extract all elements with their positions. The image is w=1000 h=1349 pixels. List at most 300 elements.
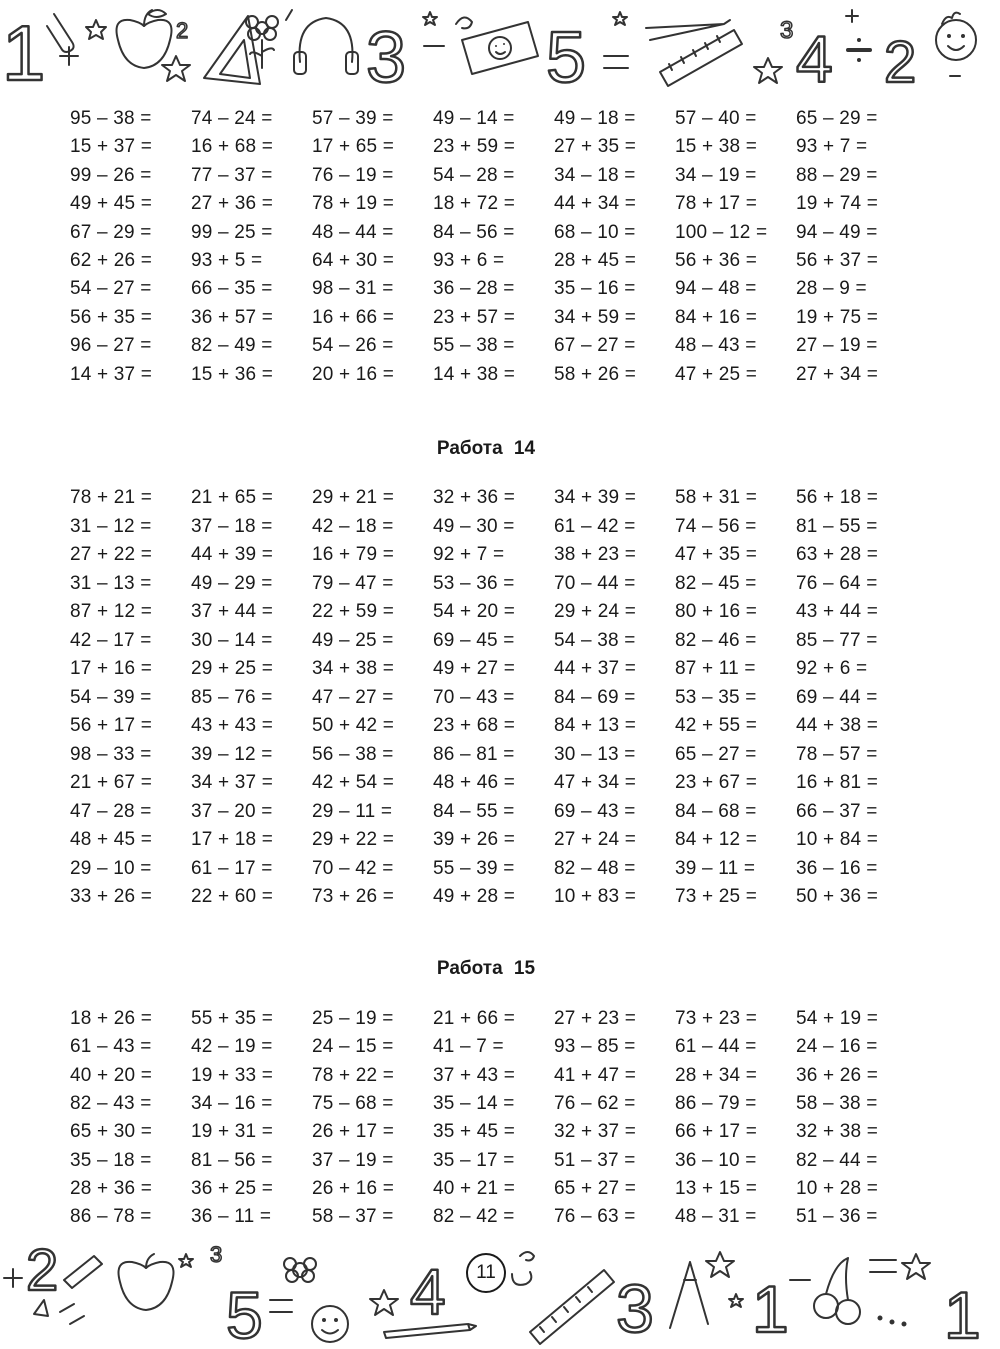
exercise: 31 – 12 = (70, 515, 152, 537)
exercise: 39 – 11 = (675, 857, 756, 879)
exercise: 65 + 30 = (70, 1121, 153, 1143)
exercise: 28 + 34 = (675, 1064, 758, 1086)
exercise: 49 + 45 = (70, 193, 153, 215)
exercise: 74 – 56 = (675, 515, 757, 537)
exercise: 34 + 37 = (191, 772, 274, 793)
exercise: 13 + 15 = (675, 1177, 758, 1199)
exercise-row (0, 741, 1000, 769)
exercise: 39 + 26 = (433, 829, 516, 850)
exercise: 31 – 13 = (70, 572, 152, 594)
exercise: 28 + 36 = (70, 1177, 153, 1199)
exercise: 84 – 56 = (433, 221, 515, 243)
exercise: 48 + 45 = (70, 829, 153, 850)
exercise: 78 + 17 = (675, 193, 758, 215)
exercise: 32 + 36 = (433, 487, 516, 508)
exercise: 32 + 37 = (554, 1121, 637, 1143)
exercise-row (0, 275, 1000, 303)
exercise: 51 – 36 = (796, 1206, 878, 1228)
exercise-row (0, 798, 1000, 826)
compass-icon (670, 1262, 708, 1328)
exercise: 55 – 38 = (433, 335, 515, 357)
doodle-digit-5: 5 (226, 1278, 263, 1349)
exercise: 69 – 45 = (433, 629, 515, 651)
doodle-digit-3-small: 3 (210, 1242, 223, 1267)
star-icon (86, 20, 106, 39)
exercise-row (0, 513, 1000, 541)
exercise: 28 + 45 = (554, 250, 637, 271)
exercise: 24 – 16 = (796, 1036, 878, 1058)
exercise: 82 – 48 = (554, 857, 636, 879)
exercise: 15 + 36 = (191, 363, 274, 385)
exercise: 49 + 27 = (433, 658, 516, 679)
exercise: 79 – 47 = (312, 572, 394, 594)
exercise: 58 + 26 = (554, 363, 637, 385)
doodle-digit-3: 3 (616, 1271, 654, 1347)
exercise-row (0, 1005, 1000, 1033)
doodle-digit-2: 2 (176, 18, 189, 43)
exercise: 93 + 6 = (433, 250, 505, 271)
exercise: 61 – 42 = (554, 515, 636, 537)
exercise-row (0, 598, 1000, 626)
exercise: 47 + 25 = (675, 363, 758, 385)
exercise: 21 + 67 = (70, 772, 153, 793)
exercise: 93 + 7 = (796, 136, 868, 158)
exercise: 76 – 19 = (312, 164, 394, 186)
dots-icon (880, 1318, 904, 1324)
exercise: 87 + 11 = (675, 658, 756, 679)
exercise: 22 + 60 = (191, 886, 274, 907)
exercise: 42 – 19 = (191, 1036, 273, 1058)
flower-icon (284, 1258, 316, 1282)
exercise: 77 – 37 = (191, 164, 273, 186)
exercise: 18 + 26 = (70, 1008, 153, 1029)
exercise: 25 – 19 = (312, 1008, 394, 1029)
exercise: 84 – 55 = (433, 800, 515, 822)
exercise: 19 + 33 = (191, 1064, 274, 1086)
star-icon (706, 1252, 734, 1277)
ruler-icon (64, 1256, 102, 1288)
exercise: 58 + 31 = (675, 487, 758, 508)
exercise: 84 – 68 = (675, 800, 757, 822)
exercise: 69 – 43 = (554, 800, 636, 822)
exercise: 73 + 25 = (675, 886, 758, 907)
exercise: 47 + 34 = (554, 772, 637, 793)
banknote-icon (462, 22, 538, 74)
kid-face-icon (312, 1306, 348, 1342)
exercise: 35 – 17 = (433, 1149, 515, 1171)
exercise: 19 + 31 = (191, 1121, 274, 1143)
exercise: 16 + 81 = (796, 772, 879, 793)
exercise: 19 + 74 = (796, 193, 879, 215)
exercise: 78 + 22 = (312, 1064, 395, 1086)
exercise: 92 + 7 = (433, 544, 505, 565)
exercise-row (0, 247, 1000, 275)
exercise: 35 + 45 = (433, 1121, 516, 1143)
doodle-digit-4: 4 (796, 22, 833, 95)
divide-icon (60, 1304, 84, 1324)
exercise: 43 + 44 = (796, 601, 879, 622)
exercise: 16 + 66 = (312, 306, 395, 328)
exercise: 48 – 31 = (675, 1206, 757, 1228)
exercise-row (0, 1118, 1000, 1146)
exercise: 81 – 55 = (796, 515, 878, 537)
exercise: 34 + 39 = (554, 487, 637, 508)
exercise: 29 – 11 = (312, 800, 393, 822)
exercise: 50 + 36 = (796, 886, 879, 907)
section-title: Работа 15 (436, 958, 536, 979)
exercise: 58 – 38 = (796, 1092, 878, 1114)
exercise: 87 + 12 = (70, 601, 153, 622)
exercise: 28 – 9 = (796, 278, 867, 300)
exercise: 36 – 16 = (796, 857, 878, 879)
exercise: 62 + 26 = (70, 250, 153, 271)
exercise: 29 – 10 = (70, 857, 152, 879)
exercise-row (0, 162, 1000, 190)
exercise: 66 – 35 = (191, 278, 273, 300)
exercise-row (0, 332, 1000, 360)
exercise: 22 + 59 = (312, 601, 395, 622)
exercise: 19 + 75 = (796, 306, 879, 328)
exercise: 92 + 6 = (796, 658, 868, 679)
exercise-row (0, 361, 1000, 389)
exercise: 53 – 36 = (433, 572, 515, 594)
exercise: 54 – 28 = (433, 164, 515, 186)
exercise-row (0, 627, 1000, 655)
exercise: 34 – 19 = (675, 164, 757, 186)
apple-icon (119, 1254, 174, 1310)
exercise-row (0, 655, 1000, 683)
exercise: 37 + 43 = (433, 1064, 516, 1086)
exercise: 27 – 19 = (796, 335, 878, 357)
doodle-digit-4: 4 (410, 1256, 446, 1328)
ruler-icon (530, 1270, 614, 1344)
star-icon (423, 12, 437, 25)
exercise-row (0, 541, 1000, 569)
exercise: 23 + 68 = (433, 715, 516, 736)
exercise: 61 – 44 = (675, 1036, 757, 1058)
exercise: 82 – 46 = (675, 629, 757, 651)
plus-icon (4, 1269, 22, 1287)
section-title: Работа 14 (436, 438, 536, 459)
exercise: 56 + 18 = (796, 487, 879, 508)
exercise: 24 – 15 = (312, 1036, 394, 1058)
doodle-digit-3-small: 3 (780, 17, 794, 44)
exercise: 49 + 28 = (433, 886, 516, 907)
exercise: 36 – 10 = (675, 1149, 757, 1171)
exercise: 82 – 45 = (675, 572, 757, 594)
doodle-digit-1: 1 (752, 1272, 789, 1346)
exercise: 76 – 62 = (554, 1092, 636, 1114)
exercise: 94 – 49 = (796, 221, 878, 243)
exercise: 84 + 16 = (675, 306, 758, 328)
ruler-icon (660, 30, 742, 86)
exercise-row (0, 1203, 1000, 1231)
exercise: 34 – 16 = (191, 1092, 273, 1114)
exercise: 56 – 38 = (312, 743, 394, 765)
exercise: 15 + 37 = (70, 136, 153, 158)
exercise: 85 – 76 = (191, 686, 273, 708)
exercise: 55 – 39 = (433, 857, 515, 879)
exercise: 10 + 83 = (554, 886, 637, 907)
equals-icon (870, 1260, 896, 1272)
exercise: 34 + 59 = (554, 306, 637, 328)
star-icon (179, 1254, 193, 1267)
exercise: 36 + 57 = (191, 306, 274, 328)
exercise: 75 – 68 = (312, 1092, 394, 1114)
exercise: 49 – 14 = (433, 108, 515, 129)
exercise-row (0, 190, 1000, 218)
exercise: 30 – 13 = (554, 743, 636, 765)
exercise: 44 + 37 = (554, 658, 637, 679)
exercise: 65 – 29 = (796, 108, 878, 129)
exercise: 42 – 17 = (70, 629, 152, 651)
exercise: 54 – 26 = (312, 335, 394, 357)
exercise: 16 + 68 = (191, 136, 274, 158)
exercise: 27 + 35 = (554, 136, 637, 158)
exercise: 23 + 57 = (433, 306, 516, 328)
exercise: 82 – 44 = (796, 1149, 878, 1171)
exercise: 26 + 17 = (312, 1121, 395, 1143)
exercise: 35 – 14 = (433, 1092, 515, 1114)
exercise: 39 – 12 = (191, 743, 273, 765)
exercise: 78 – 57 = (796, 743, 878, 765)
exercise: 21 + 65 = (191, 487, 274, 508)
exercise: 86 – 81 = (433, 743, 515, 765)
exercise: 36 – 11 = (191, 1206, 272, 1228)
exercise: 56 + 35 = (70, 306, 153, 328)
exercise: 96 – 27 = (70, 335, 152, 357)
star-icon (729, 1294, 743, 1307)
exercise-row (0, 1147, 1000, 1175)
headphones-icon (294, 18, 358, 74)
exercise-row (0, 484, 1000, 512)
exercise: 16 + 79 = (312, 544, 395, 565)
top-doodle-banner (0, 0, 1000, 95)
doodle-digit-2: 2 (26, 1238, 59, 1303)
exercise: 56 + 36 = (675, 250, 758, 271)
exercise: 37 – 20 = (191, 800, 273, 822)
exercise: 98 – 31 = (312, 278, 394, 300)
exercise: 47 – 27 = (312, 686, 394, 708)
exercise-row (0, 826, 1000, 854)
exercise: 73 + 26 = (312, 886, 395, 907)
exercise: 48 – 43 = (675, 335, 757, 357)
exercise: 49 – 30 = (433, 515, 515, 537)
exercise: 61 – 43 = (70, 1036, 152, 1058)
star-icon (162, 56, 190, 81)
exercise: 93 – 85 = (554, 1036, 636, 1058)
curl-icon (456, 17, 472, 28)
doodle-digit-1: 1 (2, 9, 46, 95)
exercise: 41 – 7 = (433, 1036, 504, 1058)
exercise: 18 + 72 = (433, 193, 516, 215)
exercise: 67 – 29 = (70, 221, 152, 243)
exercise: 27 + 24 = (554, 829, 637, 850)
exercise: 34 – 18 = (554, 164, 636, 186)
doodle-digit-3: 3 (366, 18, 407, 95)
exercise: 70 – 44 = (554, 572, 636, 594)
exercise: 84 – 69 = (554, 686, 636, 708)
exercise: 41 + 47 = (554, 1064, 637, 1086)
exercise: 44 + 34 = (554, 193, 637, 215)
exercise: 17 + 16 = (70, 658, 153, 679)
exercise: 42 – 18 = (312, 515, 394, 537)
exercise: 76 – 64 = (796, 572, 878, 594)
exercise: 57 – 39 = (312, 108, 394, 129)
page-number: 11 (466, 1253, 506, 1293)
exercise: 66 + 17 = (675, 1121, 758, 1143)
exercise: 27 + 34 = (796, 363, 879, 385)
exercise: 17 + 65 = (312, 136, 395, 158)
exercise-row (0, 133, 1000, 161)
exercise: 17 + 18 = (191, 829, 274, 850)
exercise: 36 + 26 = (796, 1064, 879, 1086)
exercise: 69 – 44 = (796, 686, 878, 708)
exercise: 98 – 33 = (70, 743, 152, 765)
exercise: 49 – 25 = (312, 629, 394, 651)
exercise-row (0, 1033, 1000, 1061)
doodle-digit-5: 5 (546, 18, 587, 95)
exercise: 32 + 38 = (796, 1121, 879, 1143)
exercise: 47 + 35 = (675, 544, 758, 565)
exercise: 14 + 37 = (70, 363, 153, 385)
triangle-ruler-icon (204, 16, 260, 84)
exercise: 58 – 37 = (312, 1206, 394, 1228)
exercise: 100 – 12 = (675, 221, 768, 243)
exercise: 64 + 30 = (312, 250, 395, 271)
exercise: 54 – 39 = (70, 686, 152, 708)
doodle-digit-2: 2 (884, 30, 917, 95)
equals-icon (270, 1300, 292, 1312)
star-icon (370, 1290, 398, 1315)
exercise: 36 + 25 = (191, 1177, 274, 1199)
exercise: 44 + 39 = (191, 544, 274, 565)
exercise: 23 + 67 = (675, 772, 758, 793)
flower-icon (246, 16, 278, 68)
exercise: 37 – 18 = (191, 515, 273, 537)
star-icon (754, 58, 782, 83)
exercise: 66 – 37 = (796, 800, 878, 822)
exercise: 29 + 24 = (554, 601, 637, 622)
doodle-digit-1: 1 (944, 1278, 981, 1349)
exercise: 29 + 21 = (312, 487, 395, 508)
exercise: 53 – 35 = (675, 686, 757, 708)
exercise-row (0, 105, 1000, 133)
exercise: 54 – 27 = (70, 278, 152, 300)
exercise: 84 + 12 = (675, 829, 758, 850)
exercise: 94 – 48 = (675, 278, 757, 300)
exercise: 54 + 19 = (796, 1008, 879, 1029)
exercise: 51 – 37 = (554, 1149, 636, 1171)
exercise-row (0, 219, 1000, 247)
exercise: 35 – 18 = (70, 1149, 152, 1171)
exercise: 27 + 36 = (191, 193, 274, 215)
exercise-row (0, 304, 1000, 332)
exercise-row (0, 883, 1000, 911)
exercise: 54 – 38 = (554, 629, 636, 651)
exercise: 95 – 38 = (70, 108, 152, 129)
exercise: 88 – 29 = (796, 164, 878, 186)
divide-icon (848, 40, 870, 60)
plus-icon (846, 10, 858, 22)
exercise-row (0, 1175, 1000, 1203)
exercise: 56 + 17 = (70, 715, 153, 736)
exercise: 42 + 55 = (675, 715, 758, 736)
exercise: 37 – 19 = (312, 1149, 394, 1171)
star-icon (902, 1254, 930, 1279)
slash-icon (286, 10, 292, 20)
exercise: 85 – 77 = (796, 629, 878, 651)
exercise: 78 + 19 = (312, 193, 395, 215)
exercise: 70 – 42 = (312, 857, 394, 879)
exercise: 49 – 29 = (191, 572, 273, 594)
exercise: 70 – 43 = (433, 686, 515, 708)
exercise: 38 + 23 = (554, 544, 637, 565)
exercise: 61 – 17 = (191, 857, 273, 879)
exercise: 76 – 63 = (554, 1206, 636, 1228)
exercise: 29 + 22 = (312, 829, 395, 850)
exercise: 37 + 44 = (191, 601, 274, 622)
exercise: 82 – 49 = (191, 335, 273, 357)
exercise: 27 + 23 = (554, 1008, 637, 1029)
exercise-row (0, 769, 1000, 797)
exercise-row (0, 855, 1000, 883)
exercise: 29 + 25 = (191, 658, 274, 679)
exercise: 27 + 22 = (70, 544, 153, 565)
exercise: 10 + 28 = (796, 1177, 879, 1199)
exercise: 78 + 21 = (70, 487, 153, 508)
exercise: 49 – 18 = (554, 108, 636, 129)
exercise: 34 + 38 = (312, 658, 395, 679)
exercise: 86 – 79 = (675, 1092, 757, 1114)
exercise: 10 + 84 = (796, 829, 879, 850)
exercise: 20 + 16 = (312, 363, 395, 385)
exercise: 48 + 46 = (433, 772, 516, 793)
exercise: 93 + 5 = (191, 250, 263, 271)
exercise: 57 – 40 = (675, 108, 757, 129)
curl-icon (520, 1252, 534, 1261)
exercise-row (0, 570, 1000, 598)
exercise: 80 + 16 = (675, 601, 758, 622)
exercise-row (0, 684, 1000, 712)
star-icon (613, 12, 627, 25)
exercise: 40 + 21 = (433, 1177, 516, 1199)
exercise: 82 – 43 = (70, 1092, 152, 1114)
bottom-doodle-banner (0, 1228, 1000, 1349)
exercise: 65 – 27 = (675, 743, 757, 765)
exercise: 33 + 26 = (70, 886, 153, 907)
apple-icon (117, 10, 172, 68)
exercise: 35 – 16 = (554, 278, 636, 300)
cherry-icon (814, 1258, 860, 1324)
exercise: 36 – 28 = (433, 278, 515, 300)
exercise: 44 + 38 = (796, 715, 879, 736)
exercise: 63 + 28 = (796, 544, 879, 565)
exercise: 30 – 14 = (191, 629, 273, 651)
exercise: 47 – 28 = (70, 800, 152, 822)
exercise: 15 + 38 = (675, 136, 758, 158)
exercise: 99 – 26 = (70, 164, 152, 186)
exercise: 82 – 42 = (433, 1206, 515, 1228)
exercise: 40 + 20 = (70, 1064, 153, 1086)
exercise-row (0, 712, 1000, 740)
exercise: 67 – 27 = (554, 335, 636, 357)
exercise: 84 + 13 = (554, 715, 637, 736)
exercise: 21 + 66 = (433, 1008, 516, 1029)
equals-icon (604, 56, 628, 68)
exercise: 14 + 38 = (433, 363, 516, 385)
exercise: 42 + 54 = (312, 772, 395, 793)
